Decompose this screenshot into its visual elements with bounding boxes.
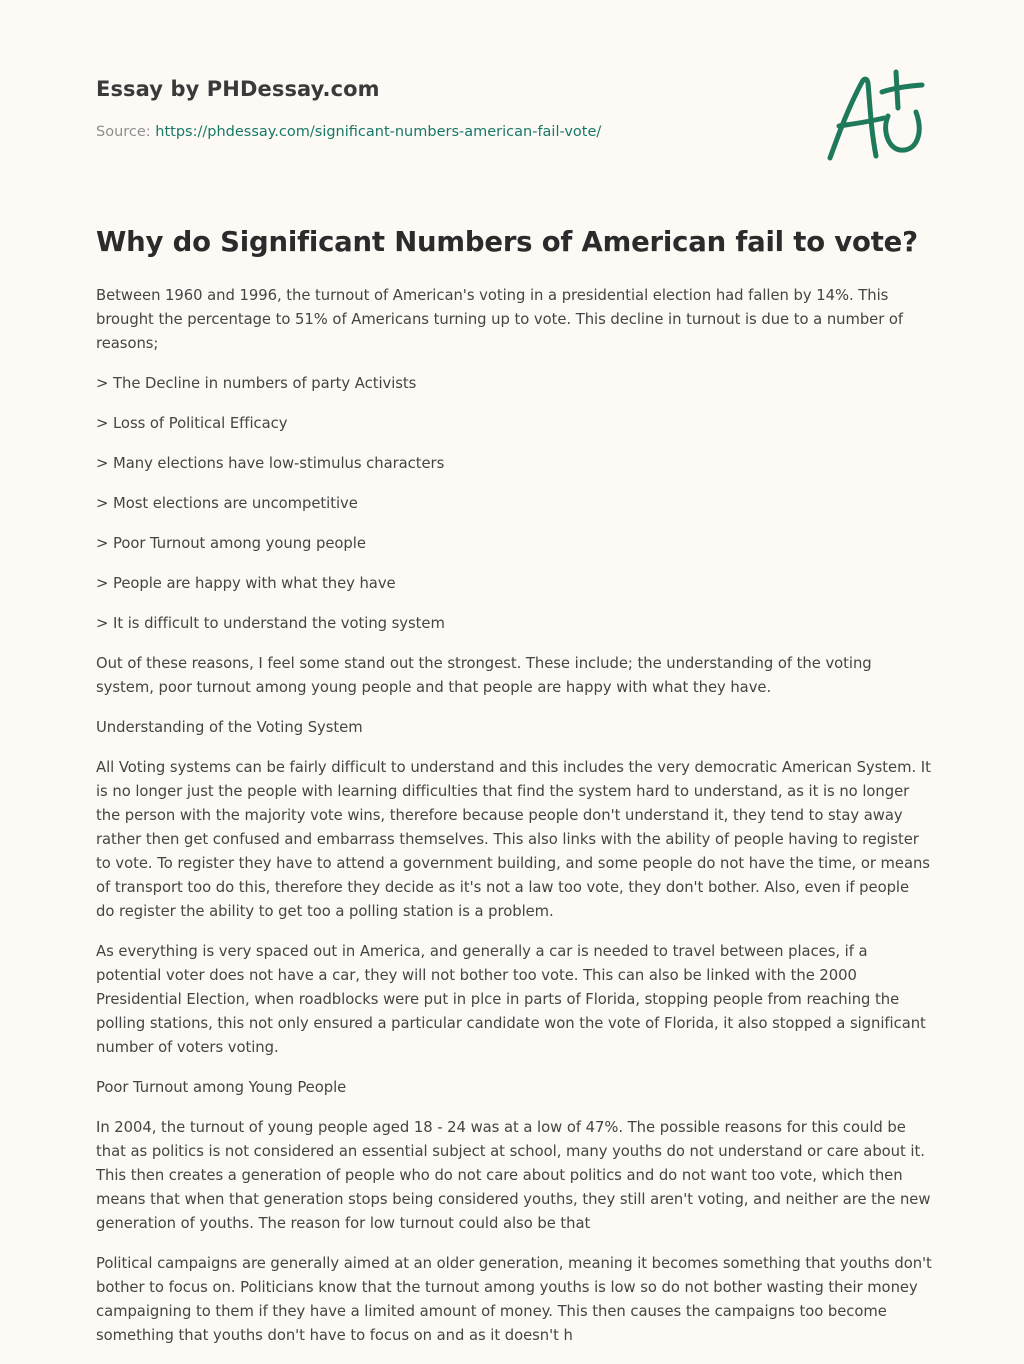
source-line [96, 124, 601, 140]
reason-item: > Loss of Political Efficacy [96, 415, 288, 432]
reason-item: > Poor Turnout among young people [96, 535, 366, 552]
reason-item: > Many elections have low-stimulus characters [96, 455, 445, 472]
summary-paragraph: Out of these reasons, I feel some stand out the strongest. These include; the understanding of the voting system, poor turnout among young people and that people are happy with what they have. [96, 655, 872, 696]
intro-paragraph: Between 1960 and 1996, the turnout of American's voting in a presidential election had fallen by 14%. This brought the percentage to 51% of Americans turning up to vote. This decline in turnout is due to a number of reasons; [96, 287, 904, 352]
young-people-paragraph-1: In 2004, the turnout of young people aged 18 - 24 was at a low of 47%. The possible reasons for this could be that as politics is not considered an essential subject at school, many youths do not understand or care about it. This then creates a generation of people who do not care about politics and do not want too vote, which then means that when that generation stops being considered youths, they still aren't voting, and neither are the new generation of youths. The reason for low turnout could also be that [96, 1119, 931, 1232]
site-title: Essay by PHDessay.com [96, 77, 380, 101]
a-plus-grade-logo-icon [824, 68, 928, 164]
voting-system-paragraph-2: As everything is very spaced out in America, and generally a car is needed to travel between places, if a potential voter does not have a car, they will not bother too vote. This can also be linked with the 2000 Presidential Election, when roadblocks were put in plce in parts of Florida, stopping people from reaching the polling stations, this not only ensured a particular candidate won the vote of Florida, it also stopped a significant number of voters voting. [96, 943, 926, 1056]
reason-item: > The Decline in numbers of party Activists [96, 375, 417, 392]
voting-system-paragraph-1: All Voting systems can be fairly difficult to understand and this includes the very democratic American System. It is no longer just the people with learning difficulties that find the system hard to understand, as it is no longer the person with the majority vote wins, therefore because people don't understand it, they tend to stay away rather then get confused and embarrass themselves. This also links with the ability of people having to register to vote. To register they have to attend a government building, and some people do not have the time, or means of transport too do this, therefore they decide as it's not a law too vote, they don't bother. Also, even if people do register the ability to get too a polling station is a problem. [96, 759, 931, 920]
section-heading-young-people: Poor Turnout among Young People [96, 1079, 347, 1096]
reason-item: > Most elections are uncompetitive [96, 495, 358, 512]
source-label: Source: [96, 124, 156, 140]
reason-item: > People are happy with what they have [96, 575, 396, 592]
reason-item: > It is difficult to understand the voting system [96, 615, 445, 632]
essay-body [96, 284, 932, 1364]
source-link[interactable]: https://phdessay.com/significant-numbers-american-fail-vote/ [155, 124, 602, 140]
page-header [96, 0, 928, 190]
essay-title: Why do Significant Numbers of American fail to vote? [96, 226, 918, 258]
young-people-paragraph-2: Political campaigns are generally aimed at an older generation, meaning it becomes something that youths don't bother to focus on. Politicians know that the turnout among youths is low so do not bother wasting their money campaigning to them if they have a limited amount of money. This then causes the campaigns too become something that youths don't have to focus on and as it doesn't h [96, 1255, 932, 1344]
section-heading-voting-system: Understanding of the Voting System [96, 719, 363, 736]
